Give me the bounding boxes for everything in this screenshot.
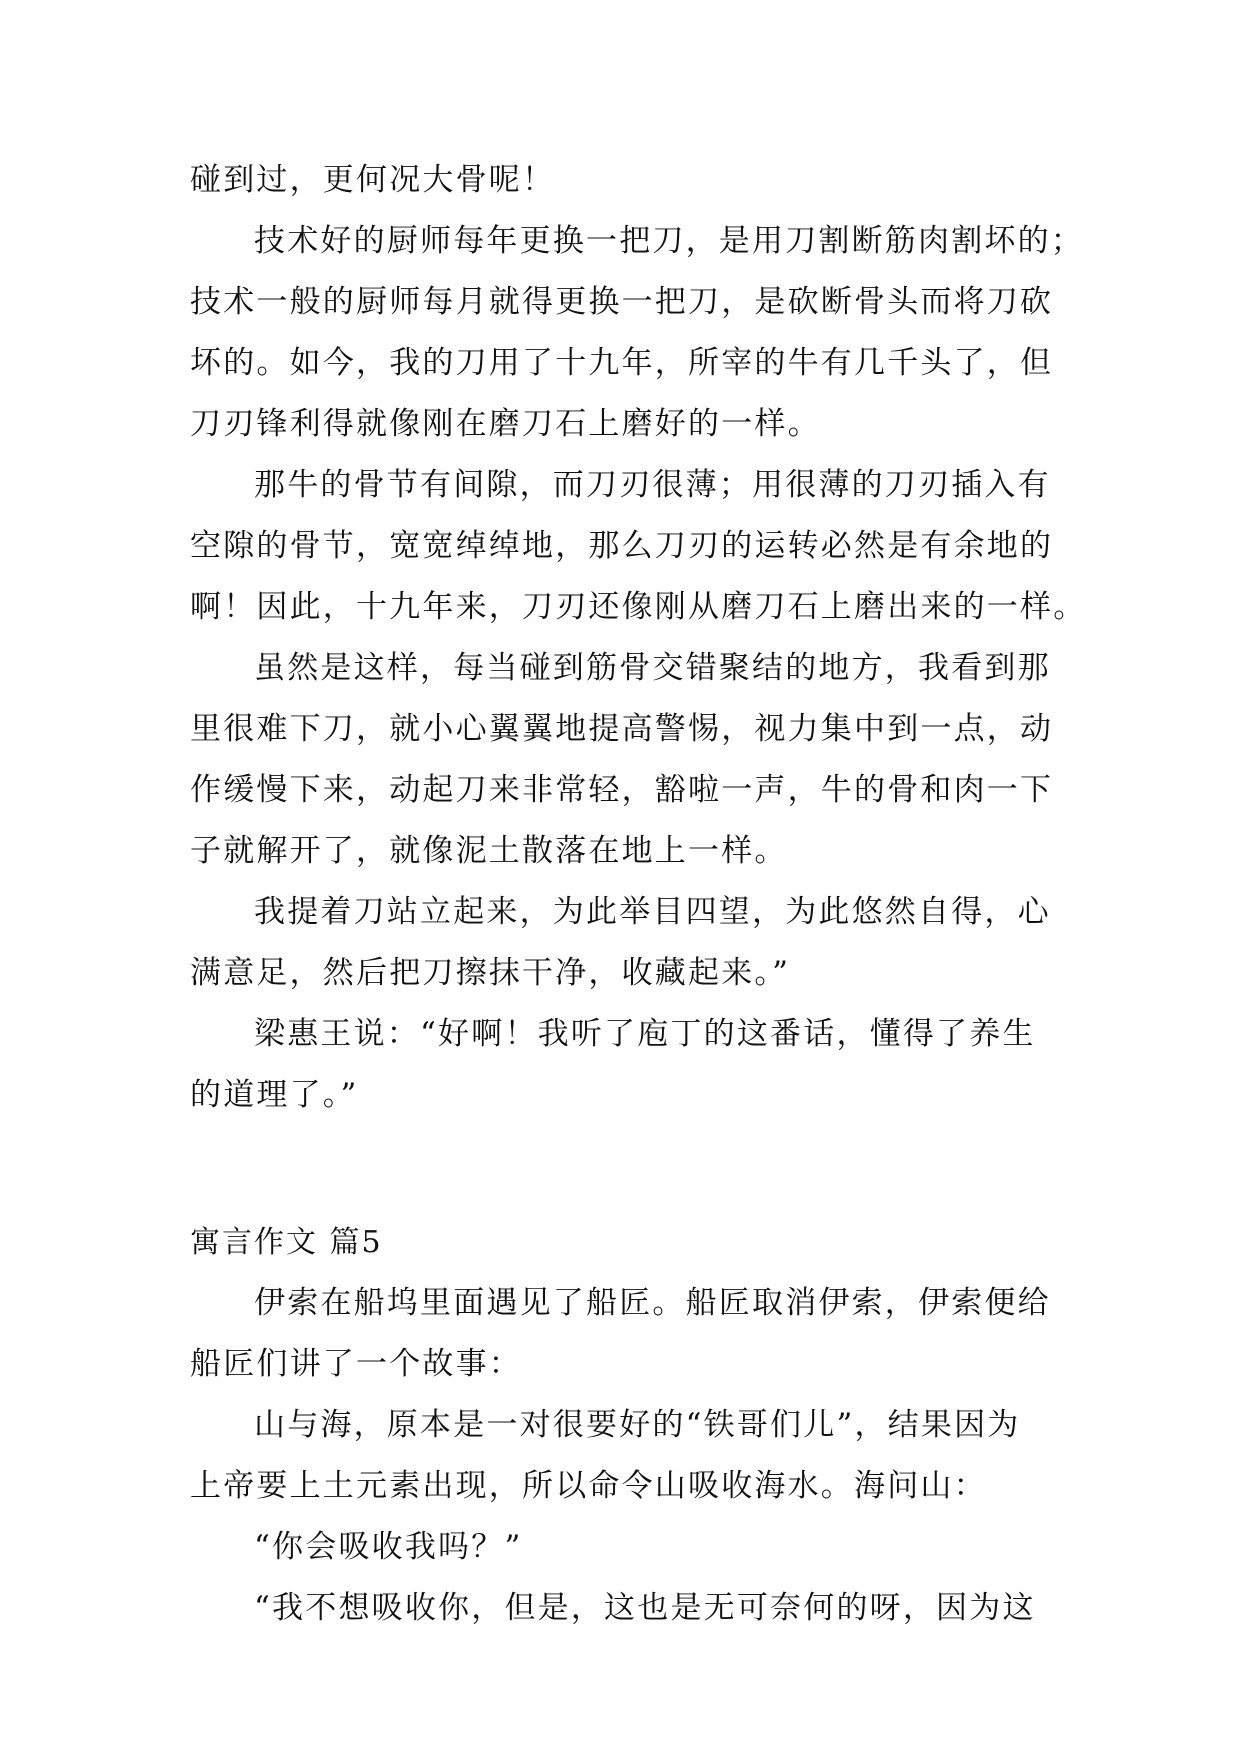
section-spacer — [190, 1126, 1050, 1212]
paragraph-line: 啊！因此，十九年来，刀刃还像刚从磨刀石上磨出来的一样。 — [190, 589, 1087, 625]
paragraph-line: 伊索在船坞里面遇见了船匠。船匠取消伊索，伊索便给 — [254, 1285, 1051, 1321]
paragraph-line: 上帝要上土元素出现，所以命令山吸收海水。海问山： — [190, 1468, 987, 1504]
paragraph-line: 里很难下刀，就小心翼翼地提高警惕，视力集中到一点，动 — [190, 711, 1054, 747]
paragraph-line: 刀刃锋利得就像刚在磨刀石上磨好的一样。 — [190, 406, 821, 442]
paragraph-line: 我提着刀站立起来，为此举目四望，为此悠然自得，心 — [254, 894, 1051, 930]
section-heading: 寓言作文 篇5 — [190, 1225, 383, 1260]
paragraph-line: 山与海，原本是一对很要好的“铁哥们儿”，结果因为 — [254, 1407, 1021, 1443]
paragraph-line: 虽然是这样，每当碰到筋骨交错聚结的地方，我看到那 — [254, 650, 1051, 686]
paragraph-line: 的道理了。” — [190, 1077, 359, 1113]
paragraph-line: “你会吸收我吗？” — [254, 1529, 523, 1565]
paragraph-line: 满意足，然后把刀擦抹干净，收藏起来。” — [190, 955, 791, 991]
paragraph-line: 船匠们讲了一个故事： — [190, 1346, 522, 1382]
paragraph-line: 碰到过，更何况大骨呢！ — [190, 162, 556, 198]
paragraph-line: 梁惠王说：“好啊！我听了庖丁的这番话，懂得了养生 — [254, 1016, 1036, 1052]
paragraph-line: 作缓慢下来，动起刀来非常轻，豁啦一声，牛的骨和肉一下 — [190, 772, 1054, 808]
paragraph-line: “我不想吸收你，但是，这也是无可奈何的呀，因为这 — [254, 1590, 1036, 1626]
paragraph-line: 空隙的骨节，宽宽绰绰地，那么刀刃的运转必然是有余地的 — [190, 528, 1054, 564]
paragraph-line: 坏的。如今，我的刀用了十九年，所宰的牛有几千头了，但 — [190, 345, 1054, 381]
paragraph-line: 技术一般的厨师每月就得更换一把刀，是砍断骨头而将刀砍 — [190, 284, 1054, 320]
paragraph-line: 技术好的厨师每年更换一把刀，是用刀割断筋肉割坏的； — [254, 223, 1084, 259]
paragraph-line: 那牛的骨节有间隙，而刀刃很薄；用很薄的刀刃插入有 — [254, 467, 1051, 503]
paragraph-line: 子就解开了，就像泥土散落在地上一样。 — [190, 833, 788, 869]
document-page — [190, 150, 1087, 1639]
